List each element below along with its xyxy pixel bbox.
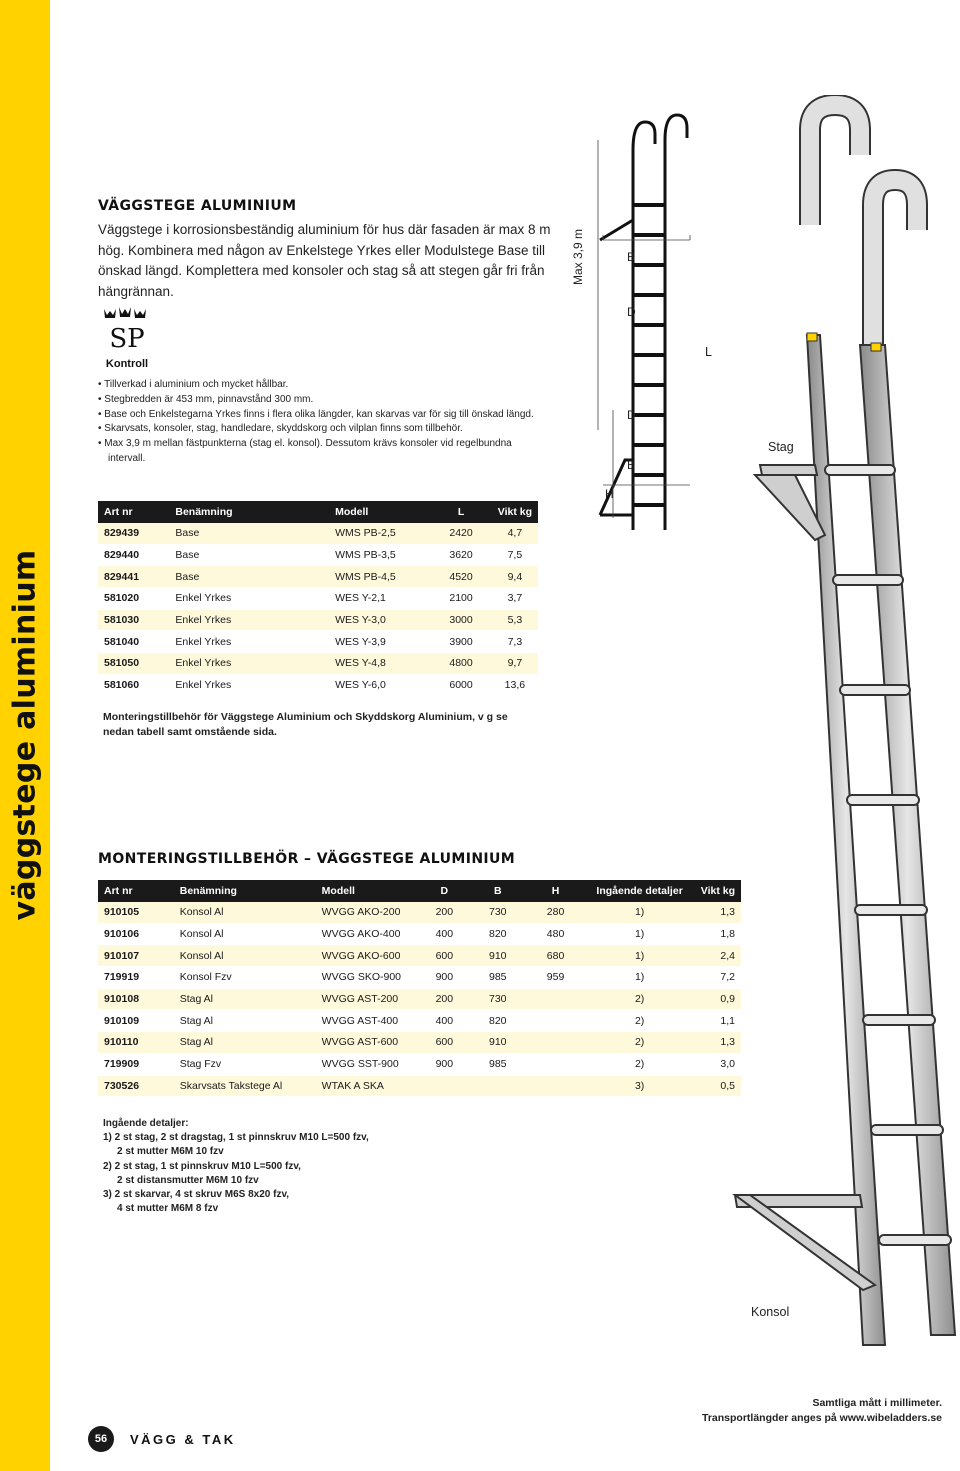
table-cell: 600 (420, 945, 469, 967)
table-cell: Konsol Al (174, 923, 316, 945)
table-row (98, 902, 741, 923)
table-cell: 910109 (98, 1010, 174, 1032)
table-cell: WES Y-3,9 (329, 631, 430, 653)
table-cell: 959 (527, 967, 585, 989)
table-cell: 1) (584, 945, 694, 967)
table-cell: WVGG AST-200 (316, 988, 420, 1010)
col-vikt: Vikt kg (492, 501, 538, 523)
table-cell: 985 (469, 1053, 527, 1075)
table-cell: 13,6 (492, 674, 538, 696)
table-cell (527, 1053, 585, 1075)
max-distance-label: Max 3,9 m (571, 228, 585, 285)
table-cell: WVGG SST-900 (316, 1053, 420, 1075)
table-cell: Stag Fzv (174, 1053, 316, 1075)
table-cell: 7,3 (492, 631, 538, 653)
table-cell: 3000 (430, 609, 491, 631)
table-cell: WVGG AKO-200 (316, 902, 420, 923)
footer-link[interactable]: Transportlängder anges på www.wibeladders.se (701, 1412, 942, 1424)
footer-note (702, 1396, 942, 1426)
table-cell: 200 (420, 988, 469, 1010)
table-cell: WVGG AST-400 (316, 1010, 420, 1032)
ladder-table (98, 501, 538, 697)
table-cell: WES Y-4,8 (329, 653, 430, 675)
table-cell: 4800 (430, 653, 491, 675)
table-cell: Stag Al (174, 988, 316, 1010)
table-cell: WVGG AKO-600 (316, 945, 420, 967)
footnotes (103, 1117, 369, 1216)
table-row (98, 988, 741, 1010)
table-cell: Enkel Yrkes (169, 588, 329, 610)
table-cell: WMS PB-3,5 (329, 544, 430, 566)
table-row (98, 1032, 741, 1054)
table-cell: 9,7 (492, 653, 538, 675)
table-row (98, 967, 741, 989)
logo-letters: SP (109, 324, 145, 354)
col-vikt: Vikt kg (695, 880, 741, 902)
table-row (98, 674, 538, 696)
stag-label: Stag (768, 440, 794, 454)
table-cell: 2420 (430, 523, 491, 544)
footnotes-title: Ingående detaljer: (103, 1118, 189, 1129)
table-cell: 910106 (98, 923, 174, 945)
footnote-line: 2 st distansmutter M6M 10 fzv (117, 1174, 259, 1186)
table-cell: Base (169, 566, 329, 588)
table-row (98, 523, 538, 544)
table-cell: 719919 (98, 967, 174, 989)
table-cell: 3,0 (695, 1053, 741, 1075)
table-cell: 4520 (430, 566, 491, 588)
table-cell: 1,8 (695, 923, 741, 945)
col-modell: Modell (316, 880, 420, 902)
table-cell (527, 988, 585, 1010)
col-l: L (430, 501, 491, 523)
footnote-line: 2 st mutter M6M 10 fzv (117, 1146, 224, 1158)
table-cell: 730 (469, 902, 527, 923)
table-cell: 900 (420, 967, 469, 989)
table-cell: 400 (420, 923, 469, 945)
table-header-row (98, 880, 741, 902)
table-row (98, 566, 538, 588)
col-b: B (469, 880, 527, 902)
table-cell: 680 (527, 945, 585, 967)
table-cell: 910107 (98, 945, 174, 967)
logo-caption: Kontroll (105, 358, 149, 370)
table-cell: 0,9 (695, 988, 741, 1010)
footnote-line: 3) 2 st skarvar, 4 st skruv M6S 8x20 fzv, (103, 1189, 290, 1201)
table-cell: 2,4 (695, 945, 741, 967)
table-cell: 2) (584, 1010, 694, 1032)
table-header-row (98, 501, 538, 523)
table-cell: 3900 (430, 631, 491, 653)
table-cell: Enkel Yrkes (169, 653, 329, 675)
feature-list (98, 378, 538, 467)
table-cell: 7,5 (492, 544, 538, 566)
table-cell: 820 (469, 923, 527, 945)
accessories-title: MONTERINGSTILLBEHÖR – VÄGGSTEGE ALUMINIUM (98, 851, 516, 867)
table-cell: 910110 (98, 1032, 174, 1054)
table-row (98, 1053, 741, 1075)
table-cell: 3) (584, 1075, 694, 1097)
table-cell: Enkel Yrkes (169, 609, 329, 631)
table-row (98, 588, 538, 610)
table-cell: 1,3 (695, 1032, 741, 1054)
feature-item: • Tillverkad i aluminium och mycket hållbar. (98, 378, 538, 393)
table-cell: 7,2 (695, 967, 741, 989)
table-cell: 829441 (98, 566, 169, 588)
table-cell: 600 (420, 1032, 469, 1054)
table-cell: 5,3 (492, 609, 538, 631)
col-modell: Modell (329, 501, 430, 523)
table-cell: 730526 (98, 1075, 174, 1097)
table-cell: 3620 (430, 544, 491, 566)
table-cell: Enkel Yrkes (169, 631, 329, 653)
table-cell: 900 (420, 1053, 469, 1075)
table-cell: 910108 (98, 988, 174, 1010)
table-cell: 730 (469, 988, 527, 1010)
table-cell (469, 1075, 527, 1097)
feature-item: • Skarvsats, konsoler, stag, handledare, skyddskorg och vilplan finns som tillbehör. (98, 422, 538, 437)
table-row (98, 1075, 741, 1097)
dim-label-b: B (627, 250, 636, 264)
footnote-line: 2) 2 st stag, 1 st pinnskruv M10 L=500 fzv, (103, 1160, 301, 1172)
table-cell: Base (169, 544, 329, 566)
accessories-note: Monteringstillbehör för Väggstege Aluminium och Skyddskorg Aluminium, v g se nedan tabell samt omstående sida. (103, 711, 508, 738)
col-d: D (420, 880, 469, 902)
table-cell: Konsol Al (174, 945, 316, 967)
table-cell (527, 1010, 585, 1032)
section-title: VÄGGSTEGE ALUMINIUM (98, 198, 297, 214)
table-cell: 3,7 (492, 588, 538, 610)
dim-label-l: L (705, 345, 712, 359)
table-cell: 6000 (430, 674, 491, 696)
table-cell: 9,4 (492, 566, 538, 588)
table-cell: WMS PB-2,5 (329, 523, 430, 544)
table-cell: WTAK A SKA (316, 1075, 420, 1097)
table-cell: 985 (469, 967, 527, 989)
footnote-line: 1) 2 st stag, 2 st dragstag, 1 st pinnskruv M10 L=500 fzv, (103, 1132, 369, 1144)
table-cell: 200 (420, 902, 469, 923)
table-cell: WVGG SKO-900 (316, 967, 420, 989)
table-cell: 280 (527, 902, 585, 923)
table-cell: 581030 (98, 609, 169, 631)
col-h: H (527, 880, 585, 902)
section-name: VÄGG & TAK (130, 1432, 236, 1447)
col-ingaende: Ingående detaljer (584, 880, 694, 902)
table-cell: Base (169, 523, 329, 544)
table-cell: Konsol Al (174, 902, 316, 923)
table-row (98, 923, 741, 945)
table-cell: Konsol Fzv (174, 967, 316, 989)
table-cell: 829440 (98, 544, 169, 566)
table-cell: WVGG AKO-400 (316, 923, 420, 945)
table-cell: 581050 (98, 653, 169, 675)
table-cell: 2100 (430, 588, 491, 610)
table-cell: 719909 (98, 1053, 174, 1075)
table-cell: 1,1 (695, 1010, 741, 1032)
table-row (98, 609, 538, 631)
table-cell: WES Y-2,1 (329, 588, 430, 610)
dim-label-b: B (627, 458, 636, 472)
table-cell: 820 (469, 1010, 527, 1032)
feature-item: • Base och Enkelstegarna Yrkes finns i flera olika längder, kan skarvas var för sig till önskad längd. (98, 408, 538, 423)
table-cell: Stag Al (174, 1032, 316, 1054)
table-cell: WES Y-3,0 (329, 609, 430, 631)
table-cell: 2) (584, 1032, 694, 1054)
footnote-line: 4 st mutter M6M 8 fzv (117, 1203, 219, 1215)
table-cell: 910105 (98, 902, 174, 923)
feature-item: • Max 3,9 m mellan fästpunkterna (stag el. konsol). Dessutom krävs konsoler vid regelbundna intervall. (98, 437, 538, 467)
col-benamning: Benämning (169, 501, 329, 523)
col-art-nr: Art nr (98, 501, 169, 523)
accessories-table (98, 880, 741, 1097)
sp-kontroll-logo (96, 303, 158, 373)
table-cell: WMS PB-4,5 (329, 566, 430, 588)
table-cell: 581060 (98, 674, 169, 696)
ladder-illustration (695, 95, 960, 1365)
col-art-nr: Art nr (98, 880, 174, 902)
feature-item: • Stegbredden är 453 mm, pinnavstånd 300 mm. (98, 393, 538, 408)
table-row (98, 1010, 741, 1032)
table-cell: 1) (584, 923, 694, 945)
table-cell: 910 (469, 1032, 527, 1054)
table-cell (420, 1075, 469, 1097)
table-cell: 1) (584, 902, 694, 923)
konsol-label: Konsol (751, 1305, 790, 1319)
table-cell: 4,7 (492, 523, 538, 544)
table-row (98, 544, 538, 566)
side-band (0, 0, 50, 1471)
table-cell: 829439 (98, 523, 169, 544)
table-cell: Enkel Yrkes (169, 674, 329, 696)
table-cell: 1) (584, 967, 694, 989)
table-cell: 400 (420, 1010, 469, 1032)
table-row (98, 945, 741, 967)
table-cell: 581020 (98, 588, 169, 610)
dim-label-d: D (627, 305, 636, 319)
table-cell: 910 (469, 945, 527, 967)
col-benamning: Benämning (174, 880, 316, 902)
table-cell (527, 1032, 585, 1054)
table-cell: WVGG AST-600 (316, 1032, 420, 1054)
table-row (98, 653, 538, 675)
page-number: 56 (88, 1426, 114, 1452)
side-title: väggstege aluminium (7, 549, 43, 921)
table-cell: 2) (584, 1053, 694, 1075)
table-cell: 581040 (98, 631, 169, 653)
dim-label-h: H (605, 487, 614, 501)
table-cell: Skarvsats Takstege Al (174, 1075, 316, 1097)
footer-units: Samtliga mått i millimeter. (812, 1397, 942, 1409)
table-row (98, 631, 538, 653)
table-cell: 1,3 (695, 902, 741, 923)
table-cell: Stag Al (174, 1010, 316, 1032)
table-cell: 0,5 (695, 1075, 741, 1097)
table-cell: 480 (527, 923, 585, 945)
table-cell: WES Y-6,0 (329, 674, 430, 696)
intro-text: Väggstege i korrosionsbeständig aluminium för hus där fasaden är max 8 m hög. Kombinera med någon av Enkelstege Yrkes eller Modulstege Base till önskad längd. Komplettera med konsoler och stag så att stegen går fri från hängrännan. (98, 222, 551, 299)
table-cell (527, 1075, 585, 1097)
table-cell: 2) (584, 988, 694, 1010)
dim-label-d: D (627, 408, 636, 422)
